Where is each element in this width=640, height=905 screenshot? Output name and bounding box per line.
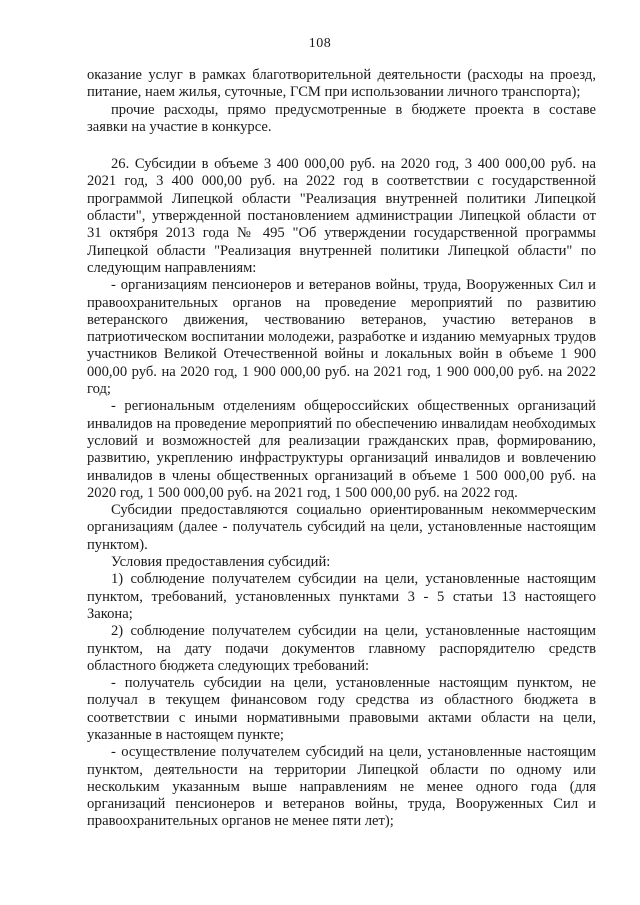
page-body: [87, 67, 596, 831]
paragraph-item-26: 26. Субсидии в объеме 3 400 000,00 руб. на 2020 год, 3 400 000,00 руб. на 2021 год, 3 400 000,00 руб. на 2022 год в соответствии с государственной программой Липецкой области "Реализация внутренней политики Липецкой области", утвержденной постановлением администрации Липецкой области от 31 октября 2013 года № 495 "Об утверждении государственной программы Липецкой области "Реализация внутренней политики Липецкой области" по следующим направлениям:: [87, 156, 596, 276]
paragraph-disabled: - региональным отделениям общероссийских общественных организаций инвалидов на проведение мероприятий по обеспечению инвалидам необходимых условий и возможностей для реализации гражданских прав, формированию, развитию, укреплению инфраструктуры организаций инвалидов и вовлечению инвалидов в члены общественных организаций в объеме 1 500 000,00 руб. на 2020 год, 1 500 000,00 руб. на 2021 год, 1 500 000,00 руб. на 2022 год.: [87, 398, 596, 501]
paragraph-other-expenses: прочие расходы, прямо предусмотренные в бюджете проекта в составе заявки на участие в конкурсе.: [87, 101, 596, 135]
paragraph-recipients: Субсидии предоставляются социально ориентированным некоммерческим организациям (далее - получатель субсидий на цели, установленные настоящим пунктом).: [87, 502, 596, 553]
paragraph-gap: [87, 136, 596, 156]
paragraph-requirement-funds: - получатель субсидии на цели, установленные настоящим пунктом, не получал в текущем финансовом году средства из областного бюджета в соответствии с иными нормативными правовыми актами области на цели, указанные в настоящем пункте;: [87, 675, 596, 743]
paragraph-conditions-heading: Условия предоставления субсидий:: [111, 554, 331, 571]
paragraph-expense-services: оказание услуг в рамках благотворительной деятельности (расходы на проезд, питание, наем жилья, суточные, ГСМ при использовании личного транспорта);: [87, 67, 596, 101]
paragraph-condition-1: 1) соблюдение получателем субсидии на цели, установленные настоящим пунктом, требований, установленных пунктами 3 - 5 статьи 13 настоящего Закона;: [87, 571, 596, 622]
paragraph-veterans: - организациям пенсионеров и ветеранов войны, труда, Вооруженных Сил и правоохранительных органов на проведение мероприятий по развитию ветеранского движения, чествованию ветеранов, участию ветеранов в патриотическом воспитании молодежи, разработке и изданию мемуарных трудов участников Великой Отечественной войны и локальных войн в объеме 1 900 000,00 руб. на 2020 год, 1 900 000,00 руб. на 2021 год, 1 900 000,00 руб. на 2022 год;: [87, 277, 596, 398]
page-number: 108: [308, 36, 332, 51]
paragraph-requirement-activity: - осуществление получателем субсидий на цели, установленные настоящим пунктом, деятельности на территории Липецкой области по одному или нескольким указанным выше направлениям не менее одного года (для организаций пенсионеров и ветеранов войны, труда, Вооруженных Сил и правоохранительных органов не менее пяти лет);: [87, 744, 596, 830]
paragraph-condition-2: 2) соблюдение получателем субсидии на цели, установленные настоящим пунктом, на дату подачи документов главному распорядителю средств областного бюджета следующих требований:: [87, 623, 596, 674]
